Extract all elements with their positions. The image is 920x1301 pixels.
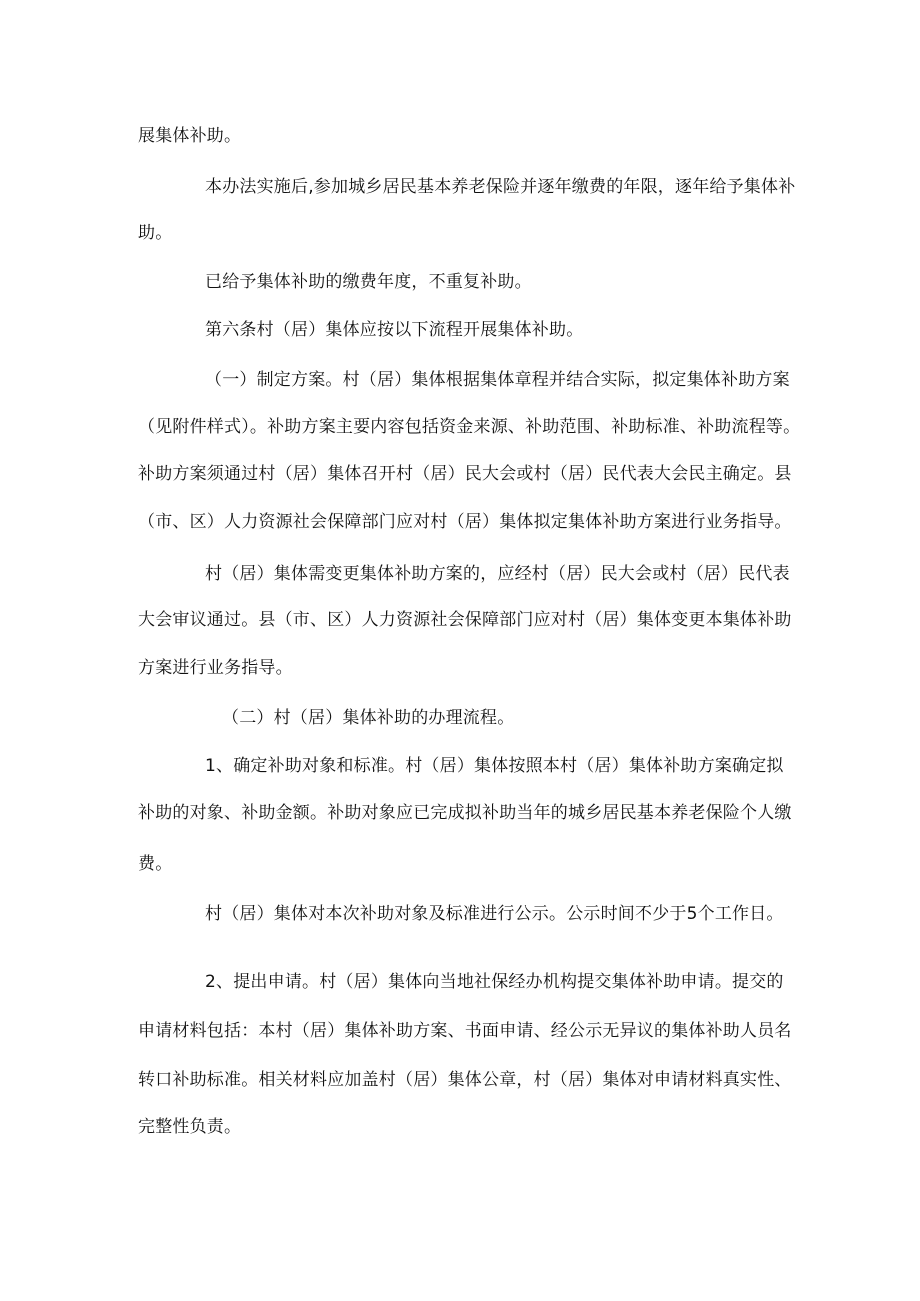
text-line: 申请材料包括：本村（居）集体补助方案、书面申请、经公示无异议的集体补助人员名 bbox=[138, 1021, 792, 1041]
text-line: 村（居）集体需变更集体补助方案的，应经村（居）民大会或村（居）民代表 bbox=[205, 564, 790, 584]
text-line: 转口补助标准。相关材料应加盖村（居）集体公章，村（居）集体对申请材料真实性、 bbox=[138, 1070, 792, 1090]
text-line: 1、确定补助对象和标准。村（居）集体按照本村（居）集体补助方案确定拟 bbox=[205, 756, 784, 776]
text-line: 2、提出申请。村（居）集体向当地社保经办机构提交集体补助申请。提交的 bbox=[205, 972, 784, 992]
text-line: 补助方案须通过村（居）集体召开村（居）民大会或村（居）民代表大会民主确定。县 bbox=[138, 464, 792, 484]
text-line: 完整性负责。 bbox=[138, 1117, 242, 1137]
text-line: （见附件样式）。补助方案主要内容包括资金来源、补助范围、补助标准、补助流程等。 bbox=[138, 417, 801, 437]
text-line: （二）村（居）集体补助的办理流程。 bbox=[222, 708, 515, 728]
text-line: 大会审议通过。县（市、区）人力资源社会保障部门应对村（居）集体变更本集体补助 bbox=[138, 610, 792, 630]
text-line: 方案进行业务指导。 bbox=[138, 658, 293, 678]
text-line: （市、区）人力资源社会保障部门应对村（居）集体拟定集体补助方案进行业务指导。 bbox=[138, 512, 792, 532]
text-line: 已给予集体补助的缴费年度，不重复补助。 bbox=[205, 272, 532, 292]
text-line: 村（居）集体对本次补助对象及标准进行公示。公示时间不少于5个工作日。 bbox=[205, 904, 784, 924]
text-line: 补助的对象、补助金额。补助对象应已完成拟补助当年的城乡居民基本养老保险个人缴 bbox=[138, 803, 792, 823]
text-line: 展集体补助。 bbox=[138, 126, 242, 146]
text-line: 第六条村（居）集体应按以下流程开展集体补助。 bbox=[205, 320, 584, 340]
text-line: 助。 bbox=[138, 223, 173, 243]
text-line: 本办法实施后,参加城乡居民基本养老保险并逐年缴费的年限，逐年给予集体补 bbox=[205, 177, 796, 197]
text-line: （一）制定方案。村（居）集体根据集体章程并结合实际，拟定集体补助方案 bbox=[205, 370, 790, 390]
text-line: 费。 bbox=[138, 854, 173, 874]
